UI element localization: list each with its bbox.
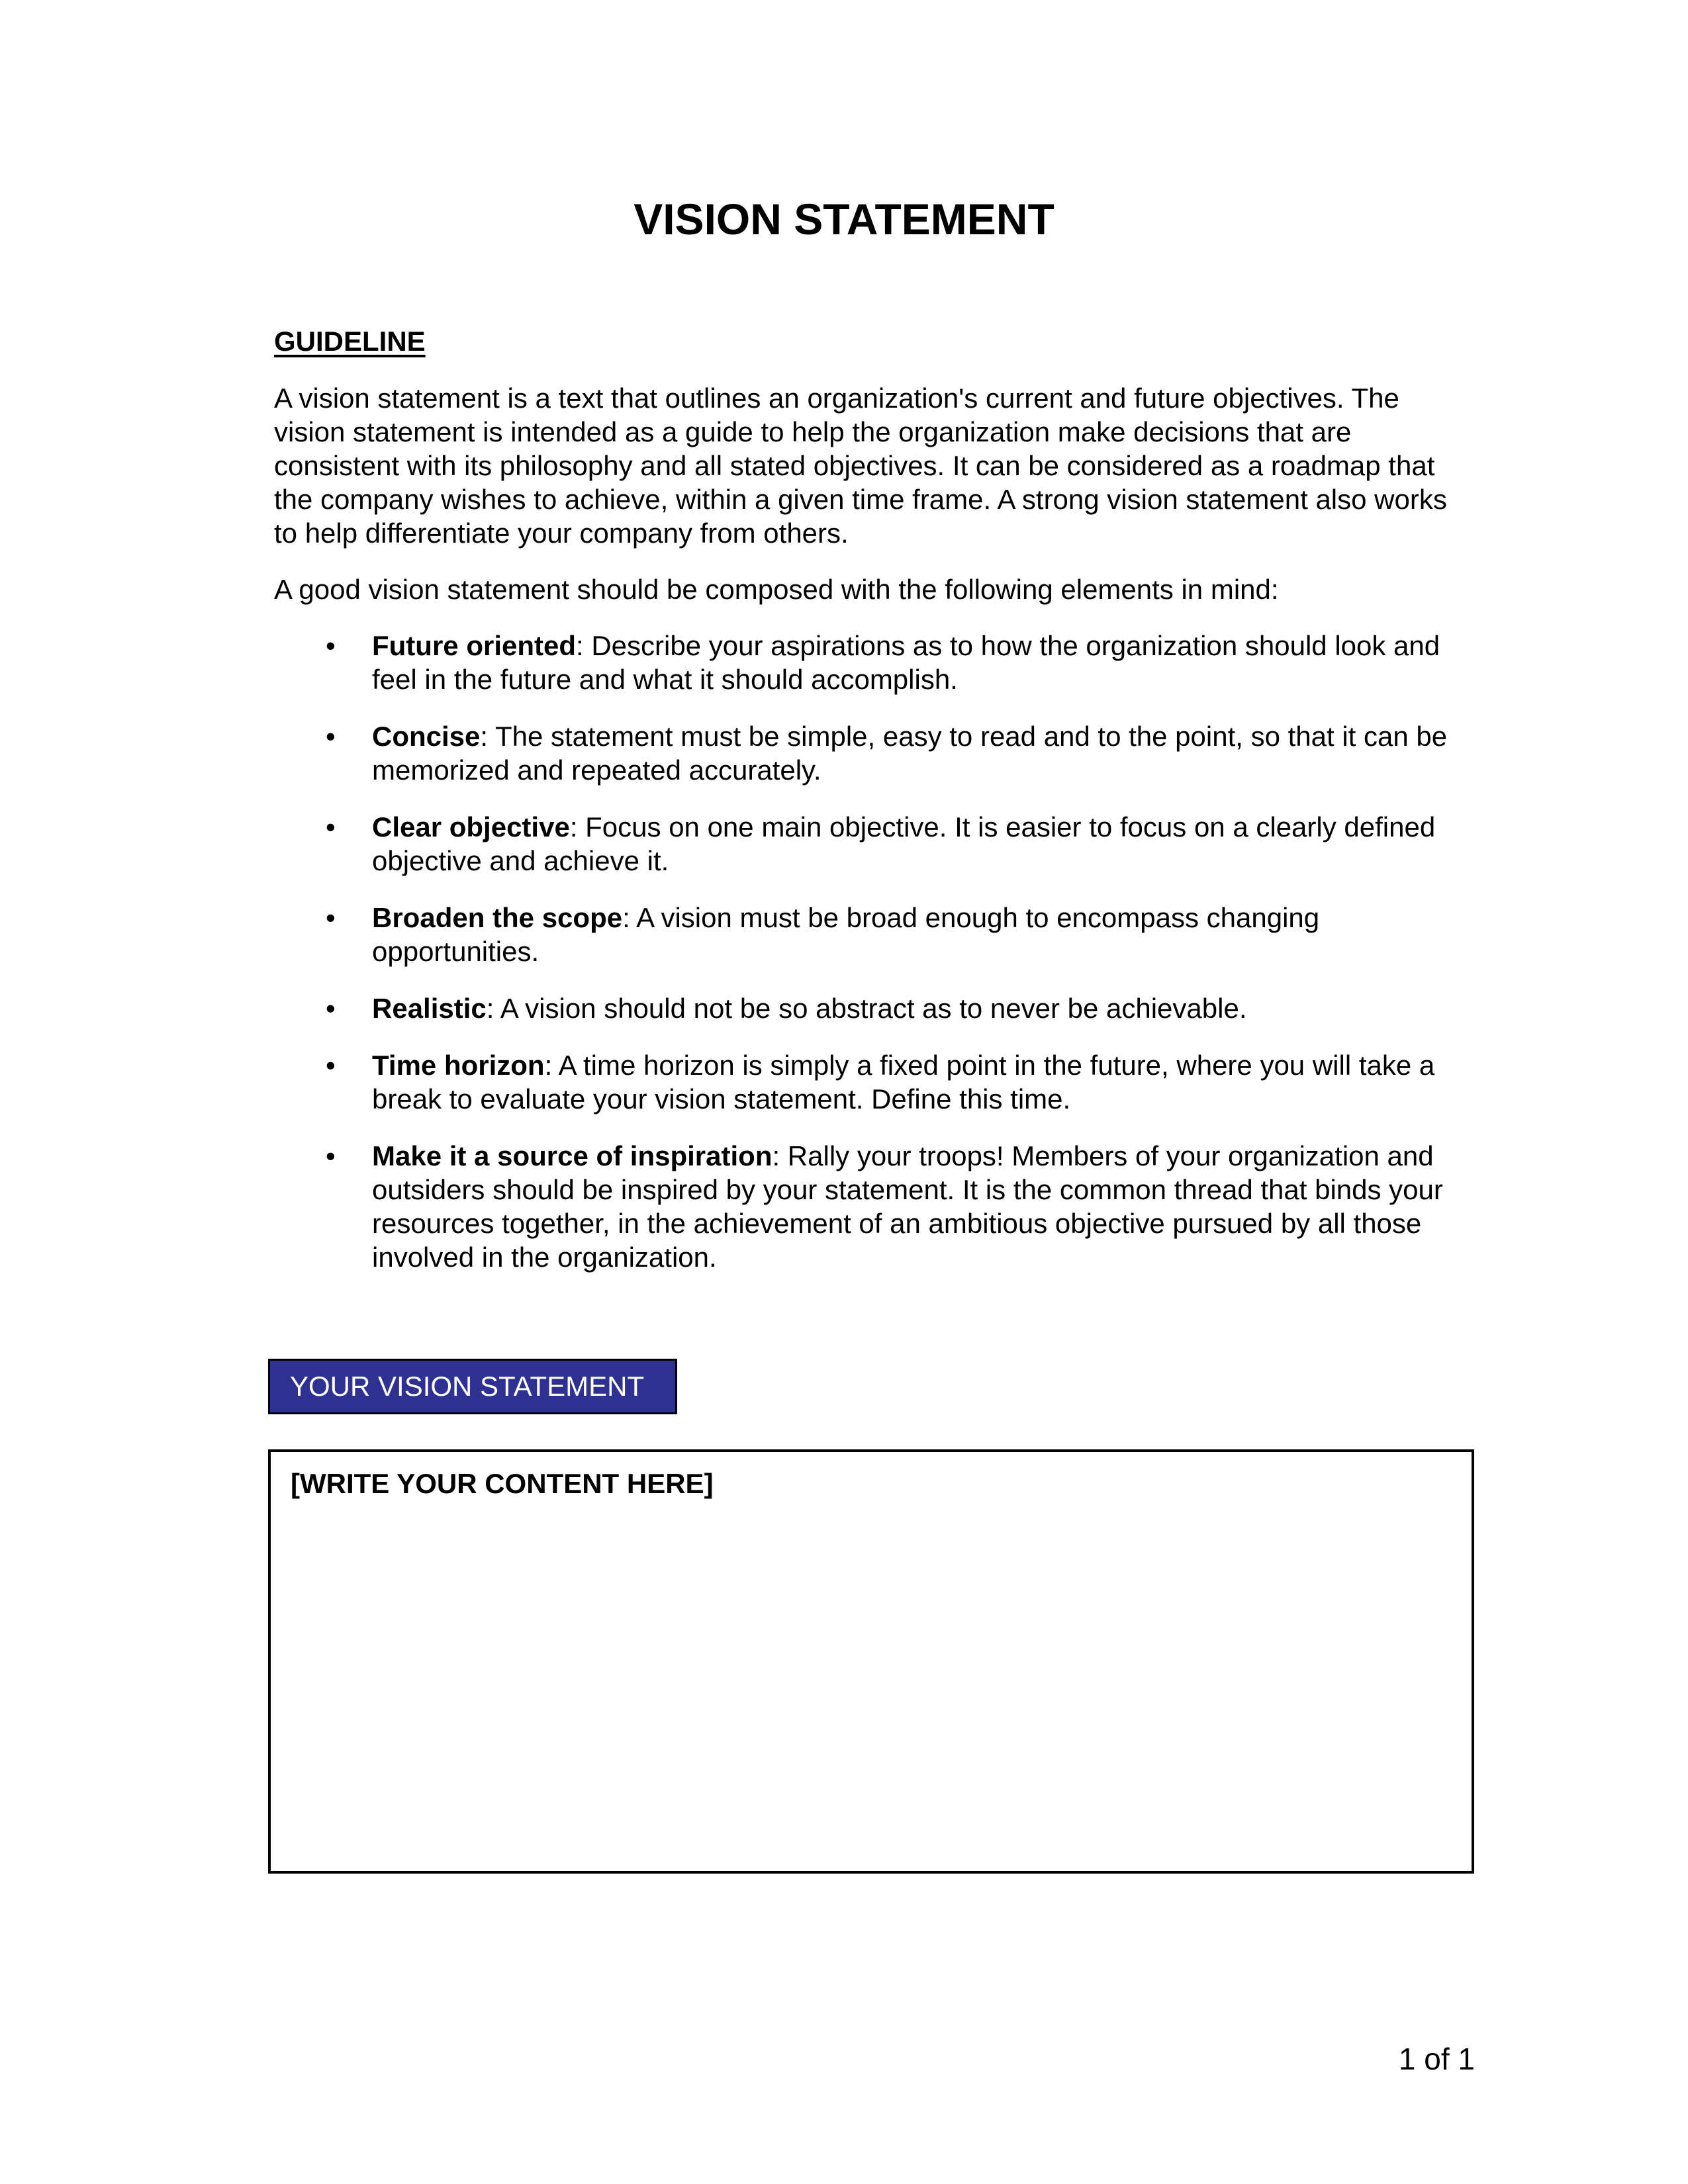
list-item [274, 810, 1472, 878]
element-description: : The statement must be simple, easy to read and to the point, so that it can be memorized and repeated accurately. [372, 721, 1448, 786]
element-term: Clear objective [372, 811, 570, 842]
guideline-heading: GUIDELINE [274, 326, 426, 357]
list-item [274, 901, 1472, 968]
page-title: VISION STATEMENT [633, 195, 1055, 244]
bullet-icon: • [326, 630, 336, 661]
element-term: Make it a source of inspiration [372, 1140, 773, 1171]
element-term: Time horizon [372, 1050, 545, 1081]
vision-content-box[interactable] [268, 1449, 1474, 1874]
element-description: : Rally your troops! Members of your organization and outsiders should be inspired by your statement. It is the common thread that binds your resources together, in the achievement of an ambitious objective pursued by all those involved in the organization. [372, 1140, 1443, 1273]
elements-list [274, 629, 1472, 1274]
element-term: Concise [372, 721, 481, 752]
bullet-icon: • [326, 1050, 336, 1081]
bullet-icon: • [326, 811, 336, 842]
guideline-section [274, 324, 1472, 1297]
list-item [274, 1048, 1472, 1116]
element-description: : Focus on one main objective. It is easier to focus on a clearly defined objective and achieve it. [372, 811, 1436, 876]
guideline-intro-paragraph: A vision statement is a text that outlines an organization's current and future objectives. The vision statement is intended as a guide to help the organization make decisions that are consistent with its philosophy and all stated objectives. It can be considered as a roadmap that the company wishes to achieve, within a given time frame. A strong vision statement also works to help differentiate your company from others. [274, 383, 1447, 549]
element-description: : A vision must be broad enough to encompass changing opportunities. [372, 902, 1320, 967]
bullet-icon: • [326, 721, 336, 752]
page-number: 1 of 1 [1398, 2042, 1475, 2076]
element-term: Future oriented [372, 630, 577, 661]
list-item [274, 629, 1472, 696]
list-item [274, 719, 1472, 787]
element-description: : A vision should not be so abstract as to never be achievable. [486, 993, 1247, 1024]
content-placeholder[interactable]: [WRITE YOUR CONTENT HERE] [291, 1468, 714, 1499]
bullet-icon: • [326, 902, 336, 933]
list-item [274, 1139, 1472, 1274]
element-term: Broaden the scope [372, 902, 623, 933]
bullet-icon: • [326, 993, 336, 1024]
elements-intro-paragraph: A good vision statement should be composed with the following elements in mind: [274, 574, 1279, 605]
bullet-icon: • [326, 1140, 336, 1171]
vision-statement-label: YOUR VISION STATEMENT [268, 1359, 677, 1414]
element-description: : A time horizon is simply a fixed point in the future, where you will take a break to evaluate your vision statement. Define this time. [372, 1050, 1435, 1115]
element-term: Realistic [372, 993, 487, 1024]
list-item [274, 991, 1472, 1025]
element-description: : Describe your aspirations as to how the organization should look and feel in the future and what it should accomplish. [372, 630, 1440, 695]
